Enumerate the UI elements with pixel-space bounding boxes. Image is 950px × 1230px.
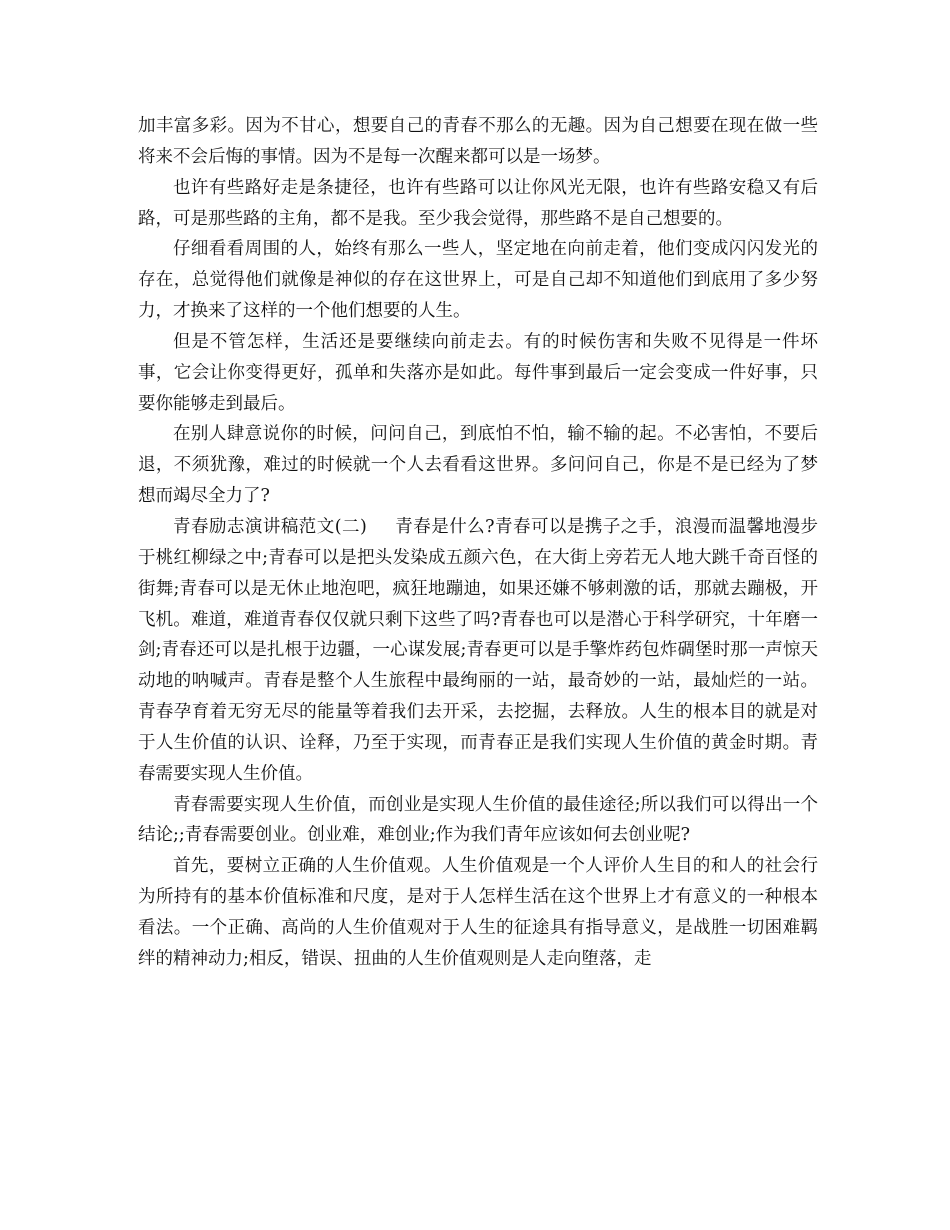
paragraph-1: 加丰富多彩。因为不甘心，想要自己的青春不那么的无趣。因为自己想要在现在做一些将来不会后悔的事情。因为不是每一次醒来都可以是一场梦。 (138, 116, 818, 167)
paragraph-6 (138, 512, 818, 790)
document-page (138, 111, 818, 975)
paragraph-4: 但是不管怎样，生活还是要继续向前走去。有的时候伤害和失败不见得是一件坏事，它会让你变得更好，孤单和失落亦是如此。每件事到最后一定会变成一件好事，只要你能够走到最后。 (138, 331, 818, 414)
paragraph-5: 在别人肆意说你的时候，问问自己，到底怕不怕，输不输的起。不必害怕，不要后退，不须犹豫，难过的时候就一个人去看看这世界。多问问自己，你是不是已经为了梦想而竭尽全力了? (138, 424, 818, 507)
paragraph-7: 青春需要实现人生价值，而创业是实现人生价值的最佳途径;所以我们可以得出一个结论;;青春需要创业。创业难，难创业;作为我们青年应该如何去创业呢? (138, 794, 818, 846)
paragraph-2: 也许有些路好走是条捷径，也许有些路可以让你风光无限，也许有些路安稳又有后路，可是那些路的主角，都不是我。至少我会觉得，那些路不是自己想要的。 (138, 177, 818, 229)
section-heading: 青春励志演讲稿范文(二) (173, 516, 367, 537)
paragraph-6-body: 青春是什么?青春可以是携子之手，浪漫而温馨地漫步于桃红柳绿之中;青春可以是把头发染成五颜六色，在大街上旁若无人地大跳千奇百怪的街舞;青春可以是无休止地泡吧，疯狂地蹦迪，如果还嫌不够刺激的话，那就去蹦极，开飞机。难道，难道青春仅仅就只剩下这些了吗?青春也可以是潜心于科学研究，十年磨一剑;青春还可以是扎根于边疆，一心谋发展;青春更可以是手擎炸药包炸碉堡时那一声惊天动地的呐喊声。青春是整个人生旅程中最绚丽的一站，最奇妙的一站，最灿烂的一站。青春孕育着无穷无尽的能量等着我们去开采，去挖掘，去释放。人生的根本目的就是对于人生价值的认识、诠释，乃至于实现，而青春正是我们实现人生价值的黄金时期。青春需要实现人生价值。 (138, 516, 818, 784)
paragraph-8: 首先，要树立正确的人生价值观。人生价值观是一个人评价人生目的和人的社会行为所持有的基本价值标准和尺度，是对于人怎样生活在这个世界上才有意义的一种根本看法。一个正确、高尚的人生价值观对于人生的征途具有指导意义，是战胜一切困难羁绊的精神动力;相反，错误、扭曲的人生价值观则是人走向堕落，走 (138, 856, 818, 969)
paragraph-3: 仔细看看周围的人，始终有那么一些人，坚定地在向前走着，他们变成闪闪发光的存在，总觉得他们就像是神似的存在这世界上，可是自己却不知道他们到底用了多少努力，才换来了这样的一个他们想要的人生。 (138, 239, 818, 322)
